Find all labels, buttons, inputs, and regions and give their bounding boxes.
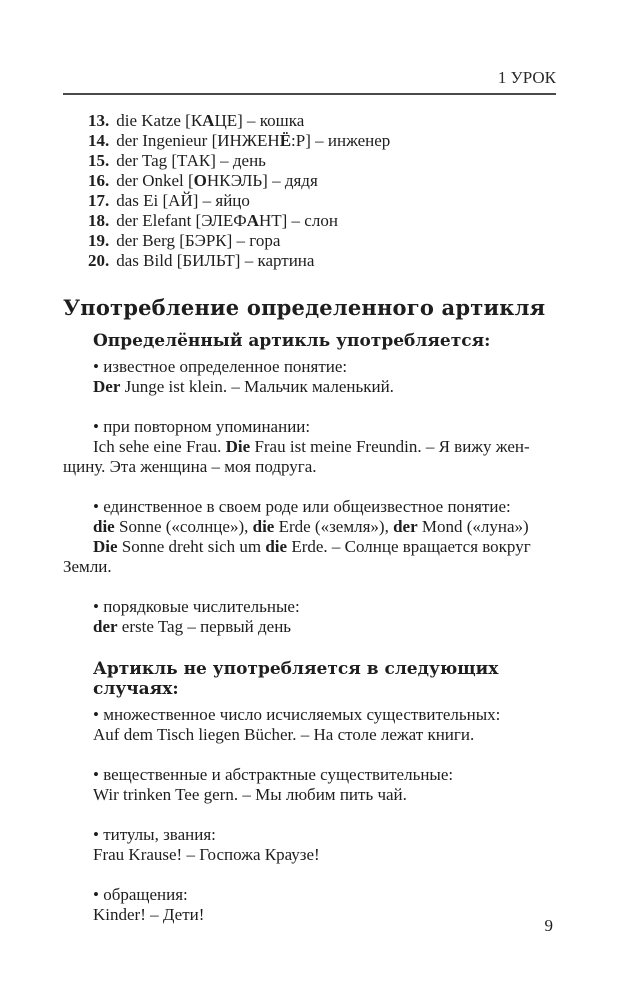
example-line: Kinder! – Дети! <box>93 905 205 924</box>
vocab-item-number: 13. <box>88 111 110 130</box>
vocab-item-text: der Elefant [ЭЛЕФАНТ] – слон <box>116 211 338 230</box>
section-title: Употребление определенного артикля <box>63 295 546 320</box>
vocab-list <box>63 111 556 271</box>
example-line: Auf dem Tisch liegen Bücher. – На столе лежат книги. <box>93 725 475 744</box>
example-line: der erste Tag – первый день <box>93 617 292 636</box>
vocab-item-text: der Onkel [ОНКЭЛЬ] – дядя <box>116 171 318 190</box>
vocab-item-number: 14. <box>88 131 110 150</box>
bullet-line: • обращения: <box>93 885 188 904</box>
vocab-item-text: das Bild [БИЛЬТ] – картина <box>116 251 315 270</box>
rule-group <box>63 765 556 805</box>
vocab-item <box>88 151 556 171</box>
bullet-line: • известное определенное понятие: <box>93 357 348 376</box>
vocab-item <box>88 131 556 151</box>
vocab-item-number: 17. <box>88 191 110 210</box>
bullet-line: • вещественные и абстрактные существительные: <box>93 765 454 784</box>
example-line: Wir trinken Tee gern. – Мы любим пить чай. <box>93 785 407 804</box>
page-number: 9 <box>544 916 553 935</box>
header-rule <box>63 93 556 95</box>
example-line: щину. Эта женщина – моя подруга. <box>63 457 317 476</box>
subsection-heading-article-not-used: Артикль не употребляется в следующих случаях: <box>93 659 499 699</box>
rule-group <box>63 357 556 397</box>
vocab-item <box>88 191 556 211</box>
example-line: Земли. <box>63 557 112 576</box>
vocab-item <box>88 251 556 271</box>
vocab-item-number: 18. <box>88 211 110 230</box>
vocab-item <box>88 211 556 231</box>
vocab-item-text: die Katze [КАЦЕ] – кошка <box>116 111 305 130</box>
rule-group <box>63 705 556 745</box>
bullet-line: • единственное в своем роде или общеизвестное понятие: <box>93 497 511 516</box>
vocab-item-number: 19. <box>88 231 110 250</box>
vocab-item <box>88 231 556 251</box>
rule-group <box>63 497 556 577</box>
example-line: die Sonne («солнце»), die Erde («земля»), der Mond («луна») <box>93 517 529 536</box>
rule-group <box>63 885 556 925</box>
vocab-item <box>88 171 556 191</box>
vocab-item-number: 20. <box>88 251 110 270</box>
vocab-item-text: der Tag [ТАК] – день <box>116 151 266 170</box>
example-line: Die Sonne dreht sich um die Erde. – Солнце вращается вокруг <box>93 537 531 556</box>
bullet-line: • титулы, звания: <box>93 825 216 844</box>
vocab-item-number: 16. <box>88 171 110 190</box>
bullet-line: • при повторном упоминании: <box>93 417 311 436</box>
page-content <box>63 0 556 945</box>
vocab-item <box>88 111 556 131</box>
rule-group <box>63 597 556 637</box>
vocab-item-text: das Ei [АЙ] – яйцо <box>116 191 250 210</box>
rule-group <box>63 825 556 865</box>
vocab-item-text: der Ingenieur [ИНЖЕНЁ:Р] – инженер <box>116 131 391 150</box>
bullet-line: • множественное число исчисляемых существительных: <box>93 705 501 724</box>
bullet-line: • порядковые числительные: <box>93 597 300 616</box>
running-head-lesson-label: 1 УРОК <box>497 68 556 87</box>
rule-group <box>63 417 556 477</box>
vocab-item-text: der Berg [БЭРК] – гора <box>116 231 281 250</box>
vocab-item-number: 15. <box>88 151 110 170</box>
example-line: Frau Krause! – Госпожа Краузе! <box>93 845 320 864</box>
example-line: Ich sehe eine Frau. Die Frau ist meine Freundin. – Я вижу жен- <box>93 437 530 456</box>
example-line: Der Junge ist klein. – Мальчик маленький. <box>93 377 394 396</box>
subsection-heading-article-used: Определённый артикль употребляется: <box>93 331 491 351</box>
